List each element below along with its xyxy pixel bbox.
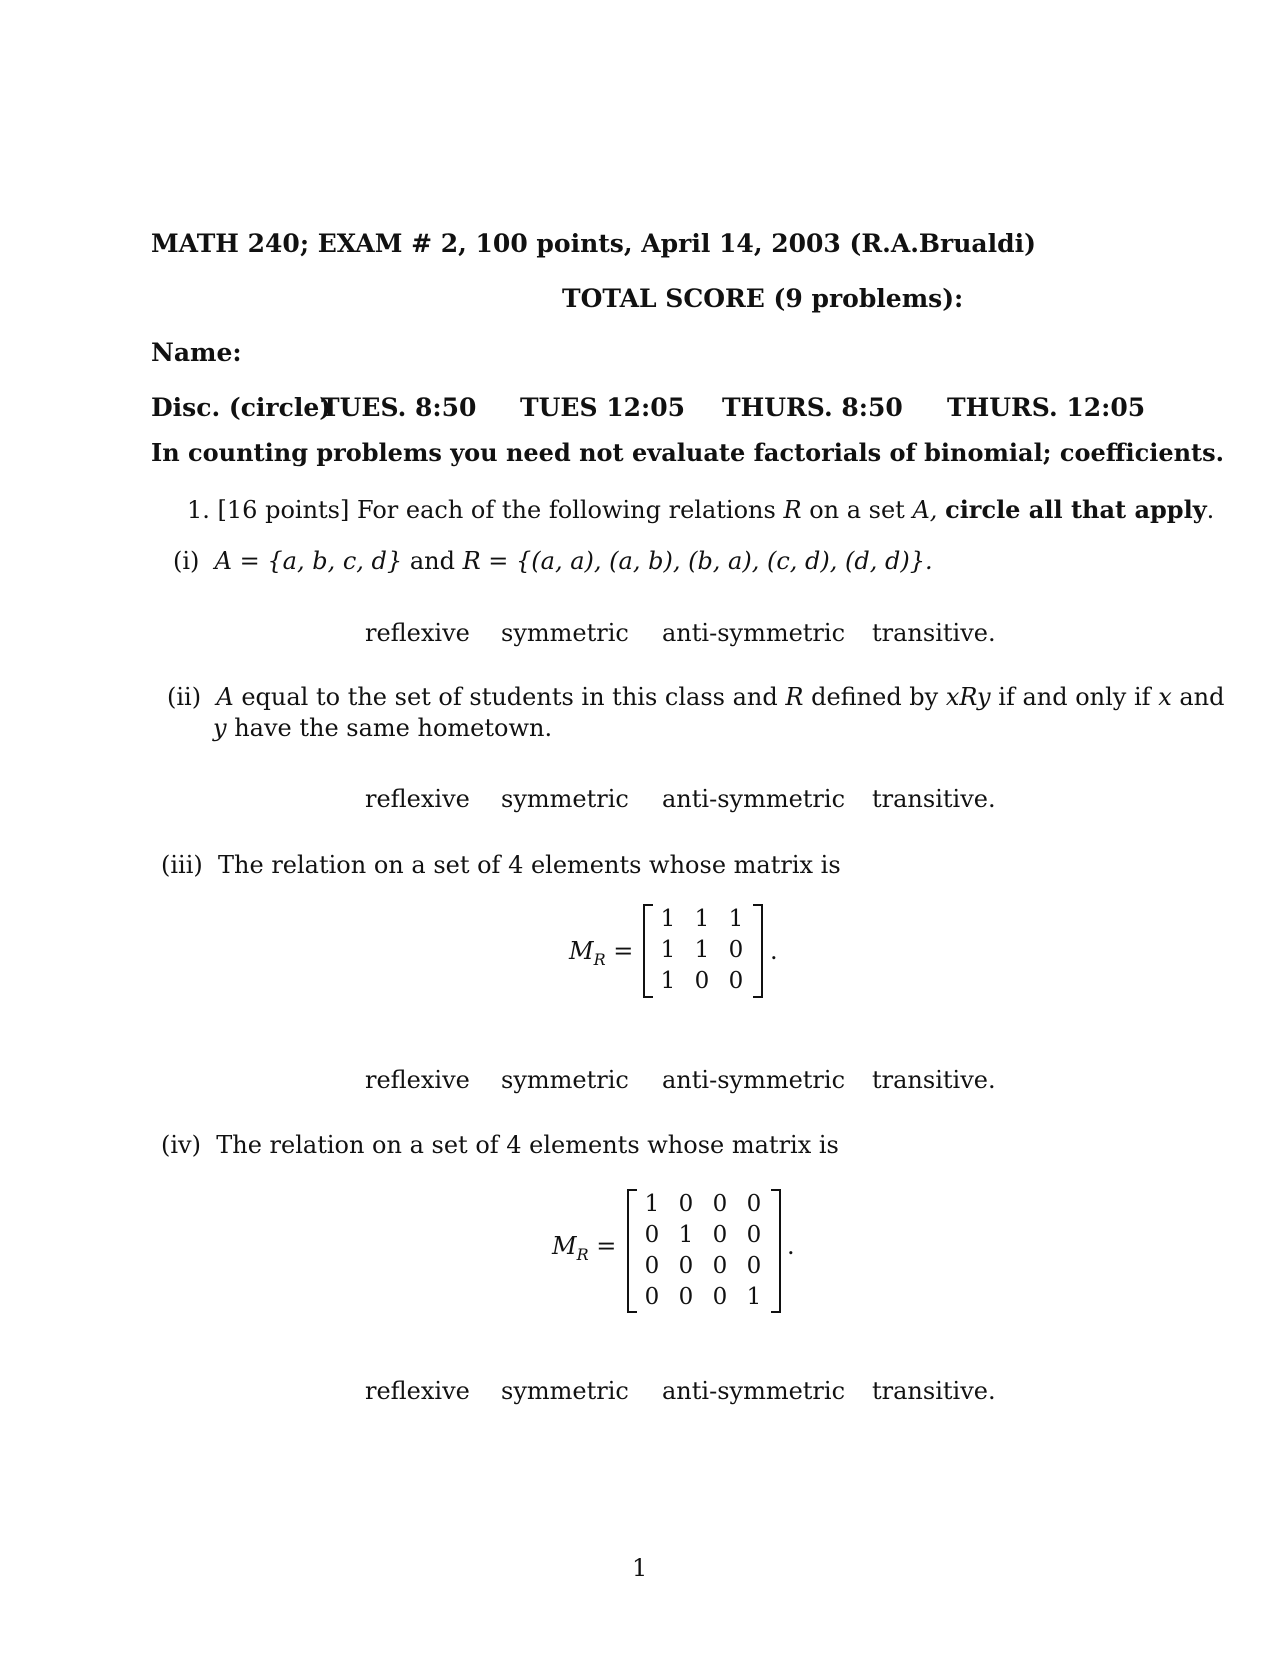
option-reflexive[interactable]: reflexive bbox=[365, 1377, 470, 1405]
option-symmetric[interactable]: symmetric bbox=[501, 1377, 629, 1405]
section-thurs-1205: THURS. 12:05 bbox=[947, 393, 1146, 422]
option-transitive[interactable]: transitive. bbox=[872, 1066, 996, 1094]
matrix-cell: 0 bbox=[712, 1253, 728, 1279]
problem-1-statement bbox=[187, 495, 1214, 524]
section-tues-1205: TUES 12:05 bbox=[520, 393, 686, 422]
exam-title: MATH 240; EXAM # 2, 100 points, April 14, 2003 (R.A.Brualdi) bbox=[151, 229, 1036, 258]
matrix-iii-label bbox=[569, 937, 633, 969]
matrix-cell: 0 bbox=[746, 1191, 762, 1217]
matrix-cell: 0 bbox=[712, 1222, 728, 1248]
matrix-iii-period: . bbox=[770, 937, 778, 965]
matrix-iv-label bbox=[552, 1232, 616, 1264]
part-ii-text-f: if and only if bbox=[998, 683, 1151, 711]
matrix-iv bbox=[635, 1189, 771, 1313]
option-symmetric[interactable]: symmetric bbox=[501, 785, 629, 813]
matrix-cell: 1 bbox=[728, 906, 744, 932]
option-anti-symmetric[interactable]: anti-symmetric bbox=[662, 1377, 846, 1405]
part-ii-var-y: y bbox=[213, 714, 227, 742]
matrix-cell: 1 bbox=[694, 937, 710, 963]
option-transitive[interactable]: transitive. bbox=[872, 785, 996, 813]
part-i-relation: R = {(a, a), (a, b), (b, a), (c, d), (d, d)}. bbox=[462, 547, 933, 575]
matrix-cell: 0 bbox=[728, 937, 744, 963]
matrix-cell: 0 bbox=[678, 1284, 694, 1310]
part-ii-xry: xRy bbox=[945, 683, 991, 711]
part-ii-text-h: and bbox=[1179, 683, 1225, 711]
part-iv-text bbox=[161, 1131, 839, 1159]
problem-end: . bbox=[1206, 496, 1215, 524]
matrix-sub: R bbox=[576, 1244, 589, 1264]
option-symmetric[interactable]: symmetric bbox=[501, 619, 629, 647]
part-ii-var-r: R bbox=[785, 683, 804, 711]
matrix-sub: R bbox=[593, 949, 606, 969]
matrix-iv-period: . bbox=[787, 1232, 795, 1260]
options-ii bbox=[365, 785, 1005, 817]
matrix-cell: 1 bbox=[644, 1191, 660, 1217]
problem-number: 1. bbox=[187, 496, 210, 524]
problem-points: [16 points] bbox=[217, 496, 350, 524]
part-ii-text-end: have the same hometown. bbox=[234, 714, 553, 742]
part-ii-var-x: x bbox=[1158, 683, 1172, 711]
problem-emphasis: circle all that apply bbox=[945, 495, 1207, 524]
matrix-cell: 0 bbox=[644, 1222, 660, 1248]
option-reflexive[interactable]: reflexive bbox=[365, 619, 470, 647]
disc-label: Disc. (circle) bbox=[151, 393, 332, 422]
option-symmetric[interactable]: symmetric bbox=[501, 1066, 629, 1094]
matrix-cell: 0 bbox=[644, 1284, 660, 1310]
matrix-equals: = bbox=[613, 937, 634, 965]
matrix-cell: 1 bbox=[660, 937, 676, 963]
part-iv-label: (iv) bbox=[161, 1131, 201, 1159]
matrix-cell: 0 bbox=[678, 1253, 694, 1279]
matrix-cell: 0 bbox=[712, 1191, 728, 1217]
matrix-iv-bracket-right bbox=[771, 1189, 781, 1313]
options-iii bbox=[365, 1066, 1005, 1098]
matrix-iii bbox=[651, 904, 753, 997]
matrix-cell: 0 bbox=[712, 1284, 728, 1310]
option-reflexive[interactable]: reflexive bbox=[365, 785, 470, 813]
part-i-label: (i) bbox=[173, 547, 200, 575]
option-anti-symmetric[interactable]: anti-symmetric bbox=[662, 619, 846, 647]
part-i-and: and bbox=[409, 547, 455, 575]
var-r: R bbox=[783, 496, 802, 524]
matrix-cell: 0 bbox=[644, 1253, 660, 1279]
part-i-set: A = {a, b, c, d} bbox=[214, 547, 403, 575]
section-tues-850: TUES. 8:50 bbox=[321, 393, 477, 422]
matrix-cell: 1 bbox=[660, 968, 676, 994]
part-i bbox=[173, 547, 933, 575]
option-transitive[interactable]: transitive. bbox=[872, 1377, 996, 1405]
matrix-cell: 0 bbox=[746, 1253, 762, 1279]
matrix-cell: 0 bbox=[746, 1222, 762, 1248]
page-number: 1 bbox=[632, 1554, 648, 1582]
matrix-cell: 1 bbox=[694, 906, 710, 932]
part-iii-label: (iii) bbox=[161, 851, 203, 879]
part-ii-var-a: A bbox=[216, 683, 234, 711]
matrix-cell: 0 bbox=[678, 1191, 694, 1217]
matrix-cell: 1 bbox=[678, 1222, 694, 1248]
matrix-cell: 1 bbox=[746, 1284, 762, 1310]
matrix-iii-bracket-right bbox=[753, 904, 763, 998]
matrix-equals: = bbox=[596, 1232, 617, 1260]
matrix-cell: 0 bbox=[728, 968, 744, 994]
options-i bbox=[365, 619, 1005, 651]
part-ii-label: (ii) bbox=[167, 683, 202, 711]
problem-text-a: For each of the following relations bbox=[357, 496, 776, 524]
options-iv bbox=[365, 1377, 1005, 1409]
matrix-cell: 0 bbox=[694, 968, 710, 994]
part-ii-line2 bbox=[213, 714, 552, 742]
problem-text-b: on a set bbox=[809, 496, 905, 524]
var-a: A, bbox=[912, 496, 938, 524]
part-ii-line1 bbox=[167, 683, 1225, 711]
option-anti-symmetric[interactable]: anti-symmetric bbox=[662, 1066, 846, 1094]
section-thurs-850: THURS. 8:50 bbox=[722, 393, 903, 422]
part-ii-text-b: equal to the set of students in this class and bbox=[241, 683, 778, 711]
total-score-label: TOTAL SCORE (9 problems): bbox=[562, 284, 964, 313]
part-iii-text bbox=[161, 851, 841, 879]
matrix-cell: 1 bbox=[660, 906, 676, 932]
part-iii-statement: The relation on a set of 4 elements whose matrix is bbox=[218, 851, 841, 879]
matrix-m: M bbox=[552, 1232, 577, 1260]
option-reflexive[interactable]: reflexive bbox=[365, 1066, 470, 1094]
part-ii-text-d: defined by bbox=[811, 683, 939, 711]
option-transitive[interactable]: transitive. bbox=[872, 619, 996, 647]
name-label: Name: bbox=[151, 338, 242, 367]
part-iv-statement: The relation on a set of 4 elements whose matrix is bbox=[216, 1131, 839, 1159]
option-anti-symmetric[interactable]: anti-symmetric bbox=[662, 785, 846, 813]
matrix-m: M bbox=[569, 937, 594, 965]
instruction: In counting problems you need not evaluate factorials of binomial; coefficients. bbox=[151, 438, 1225, 467]
